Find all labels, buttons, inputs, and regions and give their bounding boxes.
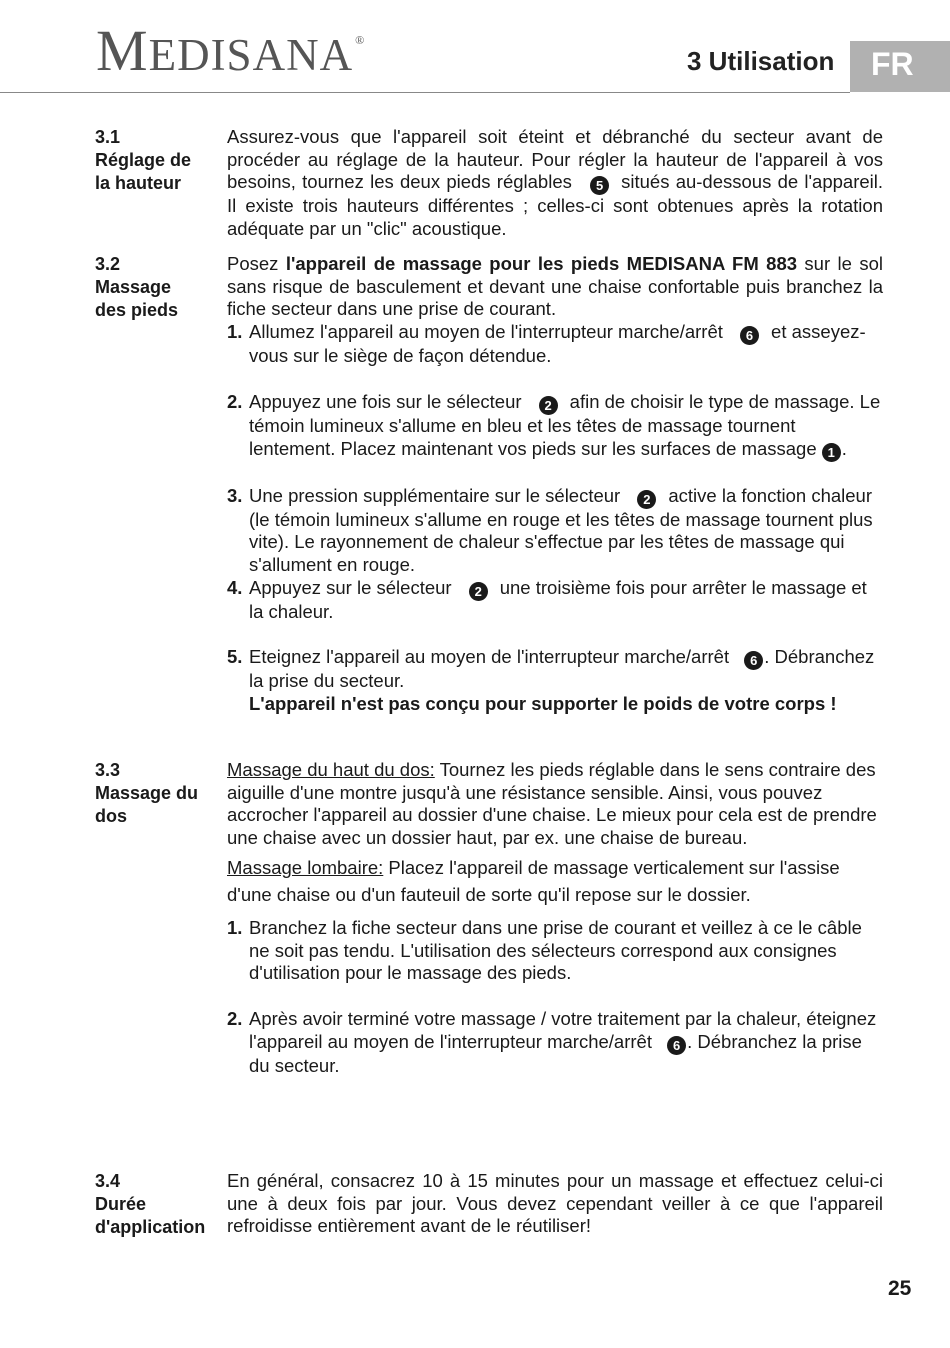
text: Après avoir terminé votre massage / votre traitement par la chaleur, éteignez l'appareil au moyen de l'interrupteur marche/arrêt: [249, 1007, 877, 1052]
step-text: [249, 1008, 883, 1077]
step-item: [227, 917, 883, 985]
step-item: [227, 321, 883, 368]
brand-logo: [96, 18, 366, 83]
section-body: [227, 253, 883, 716]
callout-badge-1: 1: [822, 443, 841, 462]
lumbar-paragraph: [227, 854, 883, 908]
text: sur le sol sans risque de basculement et devant une chaise confortable puis branchez la fiche secteur dans une prise de courant.: [227, 253, 883, 320]
text: Allumez l'appareil au moyen de l'interrupteur marche/arrêt: [249, 321, 723, 343]
step-item: [227, 485, 883, 577]
section-body: [227, 759, 883, 1077]
callout-badge-2: 2: [539, 396, 558, 415]
step-number: 1.: [227, 916, 243, 938]
step-list: [227, 321, 883, 716]
chapter-title: 3 Utilisation: [687, 46, 835, 76]
callout-badge-6: 6: [740, 326, 759, 345]
text: Posez: [227, 253, 286, 274]
product-name: l'appareil de massage pour les pieds MEDISANA FM 883: [285, 253, 798, 274]
callout-badge-2: 2: [637, 490, 656, 509]
text: et asseyez-vous sur le siège de façon détendue.: [249, 321, 866, 367]
section-body: [227, 126, 883, 241]
step-number: 4.: [227, 576, 243, 598]
paragraph: [227, 126, 883, 241]
step-item: [227, 1008, 883, 1077]
callout-badge-5: 5: [590, 176, 609, 195]
paragraph: En général, consacrez 10 à 15 minutes pour un massage et effectuez celui-ci une à deux fois par jour. Vous devez cependant veiller à ce que l'appareil refroidisse entièrement avant de le réutiliser!: [227, 1170, 883, 1237]
page-number: 25: [888, 1277, 912, 1300]
step-item: [227, 577, 883, 624]
step-number: 5.: [227, 646, 243, 668]
step-number: 2.: [227, 390, 243, 412]
section-label: 3.1 Réglage de la hauteur: [95, 127, 192, 193]
step-text: [249, 646, 883, 715]
brand-rest: EDISANA: [148, 30, 354, 80]
text: Placez l'appareil de massage verticalement sur l'assise d'une chaise ou d'un fauteuil de sorte qu'il repose sur le dossier.: [227, 856, 840, 905]
text: situés au-dessous de l'appareil. Il existe trois hauteurs différentes ; celles-ci sont obtenues après la rotation adéquate par un "clic" acoustique.: [227, 171, 883, 240]
language-tab: FR: [850, 41, 950, 92]
step-list: [227, 917, 883, 1078]
text: .: [841, 437, 847, 459]
brand-initial: M: [96, 18, 149, 83]
section-label: 3.3 Massage du dos: [95, 760, 199, 826]
step-item: [227, 391, 883, 462]
intro-paragraph: [227, 253, 883, 321]
warning-text: L'appareil n'est pas conçu pour supporter le poids de votre corps !: [249, 693, 837, 715]
step-text: [249, 391, 883, 462]
subheading: Massage lombaire:: [227, 856, 384, 878]
text: active la fonction chaleur (le témoin lumineux s'allume en rouge et les têtes de massage tournent plus vite). Le rayonnement de chaleur s'effectue par les têtes de massage qui s'allument en rouge.: [249, 484, 873, 575]
text: Appuyez sur le sélecteur: [249, 576, 452, 598]
callout-badge-6: 6: [667, 1036, 686, 1055]
callout-badge-2: 2: [469, 582, 488, 601]
section-label: 3.2 Massage des pieds: [95, 254, 179, 320]
registered-mark: ®: [355, 33, 366, 47]
step-text: [249, 485, 883, 577]
step-number: 3.: [227, 484, 243, 506]
text: afin de choisir le type de massage. Le témoin lumineux s'allume en bleu et les têtes de massage tournent lentement. Placez maintenant vos pieds sur les surfaces de massage: [249, 390, 881, 459]
text: . Débranchez la prise du secteur.: [249, 646, 875, 692]
upper-back-paragraph: [227, 759, 883, 850]
text: Assurez-vous que l'appareil soit éteint et débranché du secteur avant de procéder au réglage de la hauteur. Pour régler la hauteur de l'appareil à vos besoins, tournez les deux pieds réglables: [227, 126, 883, 193]
text: Une pression supplémentaire sur le sélecteur: [249, 484, 621, 506]
step-item: [227, 646, 883, 715]
text: Tournez les pieds réglable dans le sens contraire des aiguille d'une montre jusqu'à une résistance sensible. Ainsi, vous pouvez accrocher l'appareil au dossier d'une chaise. Le mieux pour cela est de prendre une chaise avec un dossier haut, par ex. une chaise de bureau.: [227, 759, 877, 849]
subheading: Massage du haut du dos:: [227, 759, 435, 780]
text: une troisième fois pour arrêter le massage et la chaleur.: [249, 576, 867, 622]
text: . Débranchez la prise du secteur.: [249, 1030, 862, 1076]
header-divider: [0, 92, 850, 93]
step-text: [249, 321, 883, 368]
step-number: 1.: [227, 321, 243, 343]
step-number: 2.: [227, 1007, 243, 1029]
section-label: 3.4 Durée d'application: [95, 1171, 206, 1237]
step-text: [249, 577, 883, 624]
callout-badge-6: 6: [744, 651, 763, 670]
step-text: Branchez la fiche secteur dans une prise de courant et veillez à ce le câble ne soit pas tendu. L'utilisation des sélecteurs correspond aux consignes d'utilisation pour le massage des pieds.: [249, 916, 862, 984]
text: Eteignez l'appareil au moyen de l'interrupteur marche/arrêt: [249, 646, 730, 668]
text: Appuyez une fois sur le sélecteur: [249, 390, 522, 412]
section-body: [227, 1170, 883, 1238]
